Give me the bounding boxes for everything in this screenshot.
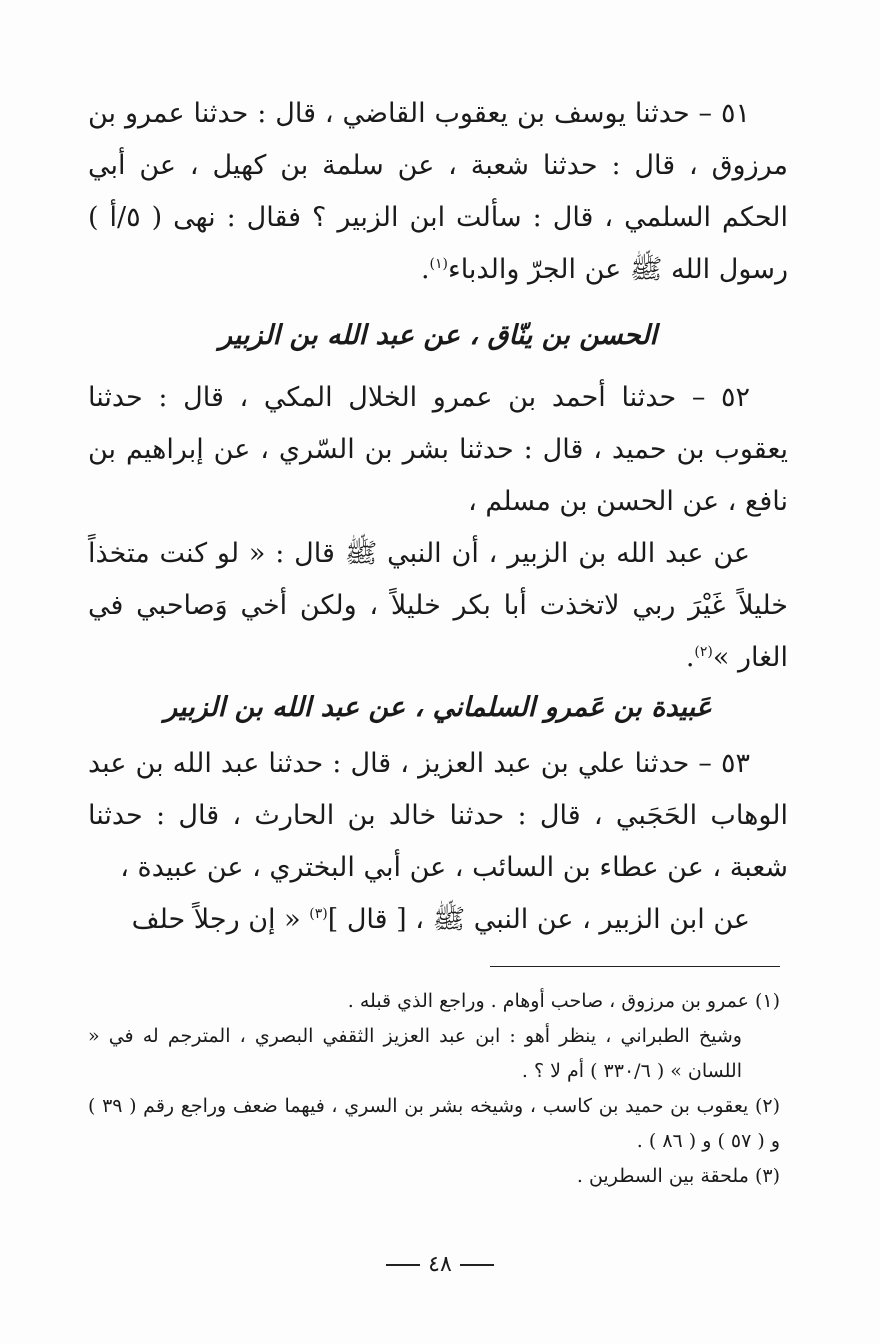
- footnote-separator: [490, 966, 780, 967]
- heading-hasan-ibn-yannaq: الحسن بن ينّاق ، عن عبد الله بن الزبير: [218, 320, 658, 351]
- footnote-2: (٢) يعقوب بن حميد بن كاسب ، وشيخه بشر بن السري ، فيهما ضعف وراجع رقم ( ٣٩ ) و ( ٥٧ ) و ( ٨٦ ) .: [88, 1095, 781, 1152]
- footnote-ref-3: (٣): [309, 906, 328, 922]
- hadith-52-matn: عن عبد الله بن الزبير ، أن النبي ﷺ قال : « لو كنت متخذاً خليلاً غَيْرَ ربي لاتخذت أبا بكر خليلاً ، ولكن أخي وَصاحبي في الغار »: [88, 538, 788, 673]
- footnote-ref-2: (٢): [694, 644, 713, 660]
- footnote-ref-1: (١): [429, 256, 448, 272]
- footnote-1: (١) عمرو بن مرزوق ، صاحب أوهام . وراجع الذي قبله .: [347, 990, 780, 1012]
- section-heading-1: [88, 310, 788, 362]
- hadith-53-start: عن ابن الزبير ، عن النبي ﷺ ، [ قال ]: [327, 904, 750, 935]
- footnotes: [88, 984, 780, 1194]
- paragraph-52: ٥٢ – حدثنا أحمد بن عمرو الخلال المكي ، قال : حدثنا يعقوب بن حميد ، قال : حدثنا بشر بن السّري ، عن إبراهيم بن نافع ، عن الحسن بن مسلم ، عن عبد الله بن الزبير ، أن النبي ﷺ قال : « لو كنت متخذاً خليلاً غَيْرَ ربي لاتخذت أبا بكر خليلاً ، ولكن أخي وَصاحبي في الغار »$^{(٢)}$.: [88, 382, 788, 673]
- footnote-3: (٣) ملحقة بين السطرين .: [576, 1165, 780, 1187]
- page-number-dash-right: [460, 1264, 494, 1266]
- section-heading-2: [88, 682, 788, 734]
- paragraph-51: ٥١ – حدثنا يوسف بن يعقوب القاضي ، قال : حدثنا عمرو بن مرزوق ، قال : حدثنا شعبة ، عن سلمة بن كهيل ، عن أبي الحكم السلمي ، قال : سألت ابن الزبير ؟ فقال : نهى ( ٥/أ ) رسول الله ﷺ عن الجرّ والدباء$^{(١)}$.: [88, 98, 789, 285]
- hadith-51-text: ٥١ – حدثنا يوسف بن يعقوب القاضي ، قال : حدثنا عمرو بن مرزوق ، قال : حدثنا شعبة ، عن سلمة بن كهيل ، عن أبي الحكم السلمي ، قال : سألت ابن الزبير ؟ فقال : نهى ( ٥/أ ) رسول الله ﷺ عن الجرّ والدباء: [88, 98, 789, 285]
- page-number: [340, 1252, 540, 1277]
- page-number-value: ٤٨: [428, 1252, 452, 1277]
- footnote-1-continued: وشيخ الطبراني ، ينظر أهو : ابن عبد العزيز الثقفي البصري ، المترجم له في « اللسان » ( ٣٣٠/٦ ) أم لا ؟ .: [88, 1025, 742, 1082]
- hadith-53-isnad: ٥٣ – حدثنا علي بن عبد العزيز ، قال : حدثنا عبد الله بن عبد الوهاب الحَجَبي ، قال : حدثنا خالد بن الحارث ، قال : حدثنا شعبة ، عن عطاء بن السائب ، عن أبي البختري ، عن عبيدة ،: [88, 748, 788, 883]
- heading-abida-ibn-amr: عَبيدة بن عَمرو السلماني ، عن عبد الله بن الزبير: [164, 692, 712, 723]
- paragraph-53: [88, 738, 788, 946]
- hadith-52-isnad: ٥٢ – حدثنا أحمد بن عمرو الخلال المكي ، قال : حدثنا يعقوب بن حميد ، قال : حدثنا بشر بن السّري ، عن إبراهيم بن نافع ، عن الحسن بن مسلم ،: [88, 382, 788, 517]
- hadith-53-matn: « إن رجلاً حلف: [131, 904, 310, 935]
- page-number-dash-left: [386, 1264, 420, 1266]
